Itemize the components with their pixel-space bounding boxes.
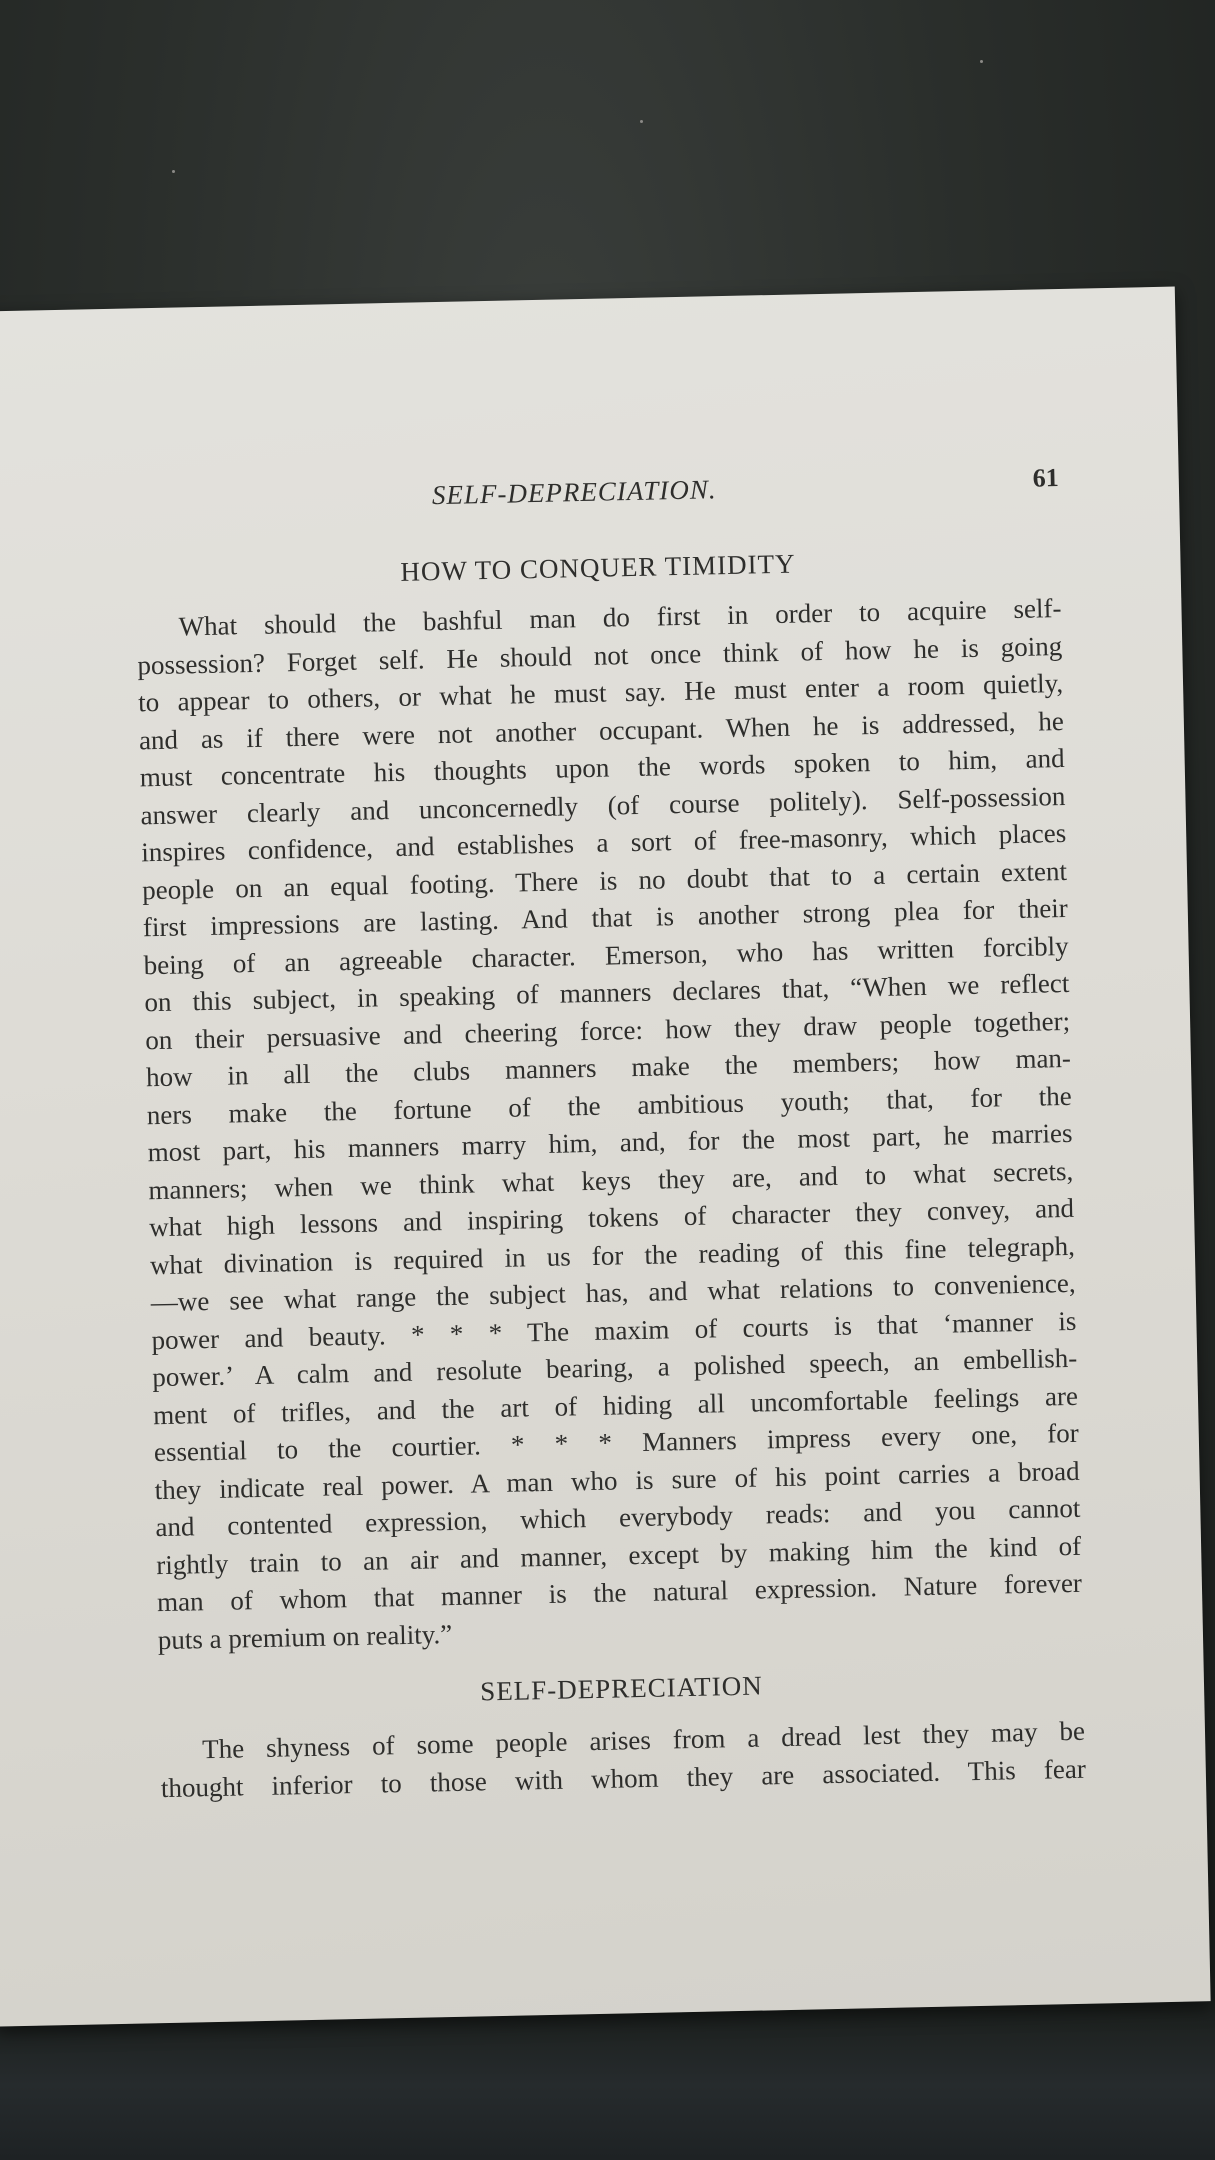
text-line: and as if there were not another occupant. When he is addressed, he xyxy=(138,705,1065,755)
text-line: people on an equal footing. There is no doubt that to a certain extent xyxy=(141,855,1068,905)
page-content xyxy=(134,463,1087,1807)
text-line: thought inferior to those with whom they are associated. This fear xyxy=(160,1753,1087,1803)
running-title: SELF-DEPRECIATION. xyxy=(431,474,717,511)
text-line: and contented expression, which everybody reads: and you cannot xyxy=(155,1492,1081,1543)
text-line: must concentrate his thoughts upon the words spoken to him, and xyxy=(139,742,1065,793)
text-line: being of an agreeable character. Emerson, who has written forcibly xyxy=(143,930,1069,980)
text-line: What should the bashful man do first in order to acquire self- xyxy=(178,593,1062,642)
book-cover-edge xyxy=(0,2010,1215,2160)
text-line: inspires confidence, and establishes a sort of free-masonry, which places xyxy=(141,817,1067,868)
text-line: rightly train to an air and manner, except by making him the kind of xyxy=(155,1530,1082,1580)
text-line: manners; when we think what keys they are, and to what secrets, xyxy=(148,1155,1074,1205)
text-line: answer clearly and unconcernedly (of course politely). Self-possession xyxy=(140,780,1066,830)
text-line: ment of trifles, and the art of hiding all uncomfortable feelings are xyxy=(152,1380,1079,1430)
dust-speck xyxy=(640,120,643,123)
running-head xyxy=(134,463,1060,532)
text-line: they indicate real power. A man who is sure of his point carries a broad xyxy=(154,1455,1080,1505)
text-line: essential to the courtier. * * * Manners impress every one, for xyxy=(153,1417,1080,1468)
paragraph-self-depreciation xyxy=(160,1713,1086,1807)
text-line: on their persuasive and cheering force: how they draw people together; xyxy=(144,1005,1071,1055)
section-heading-timidity: HOW TO CONQUER TIMIDITY xyxy=(400,548,796,587)
text-line: how in all the clubs manners make the members; how man- xyxy=(145,1042,1072,1093)
text-line: on this subject, in speaking of manners declares that, “When we reflect xyxy=(144,967,1070,1018)
text-line: The shyness of some people arises from a dread lest they may be xyxy=(201,1715,1086,1765)
book-page xyxy=(0,287,1211,2027)
text-line: possession? Forget self. He should not once think of how he is going xyxy=(137,630,1063,680)
text-line: to appear to others, or what he must say. He must enter a room quietly, xyxy=(137,667,1064,718)
text-line: most part, his manners marry him, and, for the most part, he marries xyxy=(147,1117,1073,1168)
text-line: what divination is required in us for the reading of this fine telegraph, xyxy=(149,1230,1076,1280)
dust-speck xyxy=(172,170,175,173)
text-line: puts a premium on reality.” xyxy=(157,1618,453,1655)
text-line: first impressions are lasting. And that is another strong plea for their xyxy=(142,892,1069,943)
text-line: power and beauty. * * * The maxim of courts is that ‘manner is xyxy=(151,1305,1077,1355)
paragraph-timidity xyxy=(136,590,1083,1659)
section-heading-self-depreciation: SELF-DEPRECIATION xyxy=(479,1670,764,1707)
text-line: what high lessons and inspiring tokens of character they convey, and xyxy=(148,1192,1075,1243)
dust-speck xyxy=(980,60,983,63)
text-line: power.’ A calm and resolute bearing, a polished speech, an embellish- xyxy=(152,1342,1078,1393)
text-line: man of whom that manner is the natural expression. Nature forever xyxy=(156,1567,1083,1618)
page-number: 61 xyxy=(1032,463,1060,493)
text-line: ners make the fortune of the ambitious youth; that, for the xyxy=(146,1080,1072,1130)
text-line: —we see what range the subject has, and what relations to convenience, xyxy=(150,1267,1076,1318)
